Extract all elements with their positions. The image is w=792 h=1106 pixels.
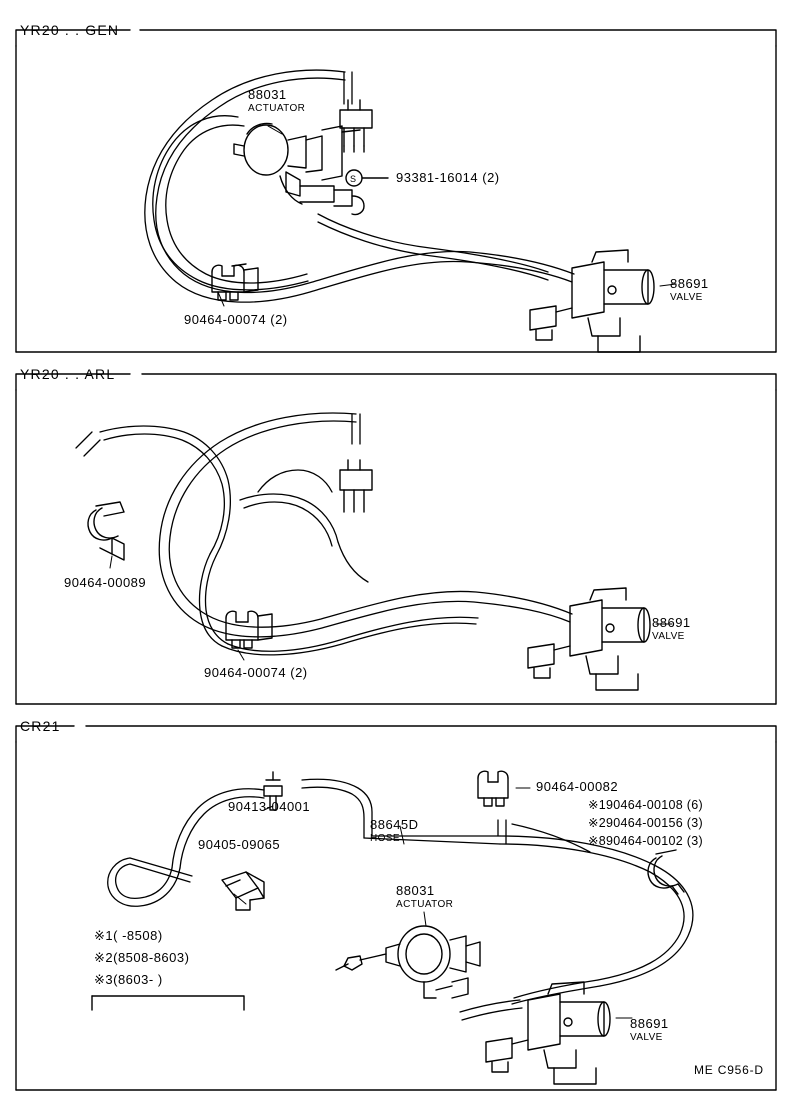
- part-number: 88691: [652, 615, 691, 630]
- legend-item-3: ※3(8603- ): [94, 972, 163, 987]
- section-title-yr20-arl: YR20 . . ARL: [20, 366, 116, 382]
- part-label-88691-valve-gen: [670, 277, 709, 303]
- part-name: VALVE: [652, 630, 685, 642]
- footer-drawing-code: ME C956-D: [694, 1063, 764, 1077]
- part-name: VALVE: [630, 1031, 663, 1043]
- part-name: ACTUATOR: [396, 898, 454, 910]
- legend-item-2: ※2(8508-8603): [94, 950, 190, 965]
- clip-90464-00089: [88, 502, 124, 560]
- connector-93381-gen: [340, 100, 388, 186]
- part-label-190464-00108: ※190464-00108 (6): [588, 798, 703, 812]
- part-label-93381-16014: 93381-16014 (2): [396, 170, 500, 185]
- valve-88691-arl: [528, 588, 650, 690]
- hose-assembly-arl: [76, 413, 572, 655]
- part-label-90464-00089: 90464-00089: [64, 575, 147, 590]
- clip-90464-00082: [478, 771, 508, 806]
- part-label-90464-00082: 90464-00082: [536, 779, 619, 794]
- part-label-88691-valve-arl: [652, 616, 691, 642]
- part-name: ACTUATOR: [248, 102, 306, 114]
- clamp-90405-09065: [222, 872, 264, 910]
- legend-item-1: ※1( -8508): [94, 928, 163, 943]
- actuator-88031-cr21: [336, 926, 480, 998]
- section-frame-yr20-arl: [16, 374, 776, 704]
- section-title-cr21: CR21: [20, 718, 61, 734]
- part-number: 88691: [630, 1016, 669, 1031]
- part-name: HOSE: [370, 832, 400, 844]
- part-number: 88691: [670, 276, 709, 291]
- part-number: 88645D: [370, 817, 419, 832]
- clamp-90464-00074-arl: [226, 611, 272, 648]
- part-number: 88031: [248, 87, 287, 102]
- part-label-88645d-hose: [370, 818, 419, 844]
- part-label-890464-00102: ※890464-00102 (3): [588, 834, 703, 848]
- part-number: 88031: [396, 883, 435, 898]
- part-label-90405-09065: 90405-09065: [198, 837, 281, 852]
- part-label-88031-actuator-gen: [248, 88, 305, 114]
- part-label-290464-00156: ※290464-00156 (3): [588, 816, 703, 830]
- connector-3pin-arl: [340, 460, 372, 512]
- part-label-90413-04001: 90413-04001: [228, 799, 311, 814]
- section-frame-yr20-gen: [16, 30, 776, 352]
- part-label-90464-00074-gen: 90464-00074 (2): [184, 312, 288, 327]
- part-name: VALVE: [670, 291, 703, 303]
- svg-text:S: S: [350, 174, 357, 184]
- part-label-88031-actuator-cr21: [396, 884, 453, 910]
- section-title-yr20-gen: YR20 . . GEN: [20, 22, 120, 38]
- valve-88691-cr21: [486, 982, 610, 1084]
- part-label-88691-valve-cr21: [630, 1017, 669, 1043]
- legend-box-cr21: [92, 996, 244, 1010]
- part-label-90464-00074-arl: 90464-00074 (2): [204, 665, 308, 680]
